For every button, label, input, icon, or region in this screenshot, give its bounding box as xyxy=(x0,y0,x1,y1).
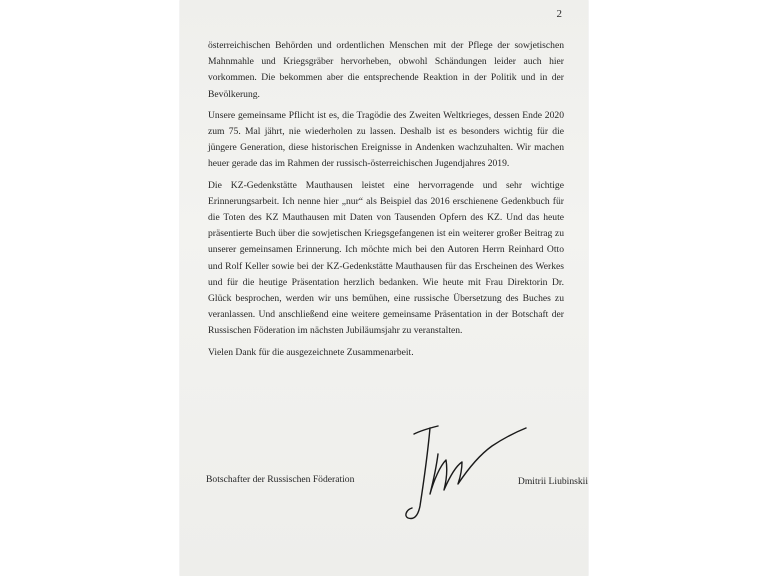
letter-body xyxy=(208,38,564,366)
closing-thanks: Vielen Dank für die ausgezeichnete Zusammenarbeit. xyxy=(208,346,414,358)
signatory-title: Botschafter der Russischen Föderation xyxy=(206,474,355,485)
handwritten-signature xyxy=(400,420,530,530)
document-page xyxy=(180,0,588,576)
paragraph-mauthausen: Die KZ-Gedenkstätte Mauthausen leistet eine hervorragende und sehr wichtige Erinnerungsarbeit. Ich nenne hier „nur“ als Beispiel das 2016 erschienene Gedenkbuch für die Toten des KZ Mauthausen mit Daten von Tausenden Opfern des KZ. Und das heute präsentierte Buch über die sowjetischen Kriegsgefangenen ist ein weiterer großer Beitrag zu unserer gemeinsamen Erinnerung. Ich möchte mich bei den Autoren Herrn Reinhard Otto und Rolf Keller sowie bei der KZ-Gedenkstätte Mauthausen für das Erscheinen des Werkes und für die heutige Präsentation herzlich bedanken. Wie heute mit Frau Direktorin Dr. Glück besprochen, werden wir uns bemühen, eine russische Übersetzung des Buches zu veranlassen. Und anschließend eine weitere gemeinsame Präsentation in der Botschaft der Russischen Föderation im nächsten Jubiläumsjahr zu veranstalten. xyxy=(208,179,564,337)
page-number: 2 xyxy=(556,8,562,20)
signatory-name: Dmitrii Liubinskii xyxy=(517,476,588,487)
paragraph-duty: Unsere gemeinsame Pflicht ist es, die Tragödie des Zweiten Weltkrieges, dessen Ende 2020 zum 75. Mal jährt, nie wiederholen zu lassen. Deshalb ist es besonders wichtig für die jüngere Generation, diese historischen Ereignisse in Andenken wachzuhalten. Wir machen heuer gerade das im Rahmen der russisch-österreichischen Jugendjahres 2019. xyxy=(208,109,564,170)
paragraph-memorials: österreichischen Behörden und ordentlichen Menschen mit der Pflege der sowjetischen Mahnmahle und Kriegsgräber hervorheben, obwohl Schändungen leider auch hier vorkommen. Die bekommen aber die entsprechende Reaktion in der Politik und in der Bevölkerung. xyxy=(208,40,564,100)
